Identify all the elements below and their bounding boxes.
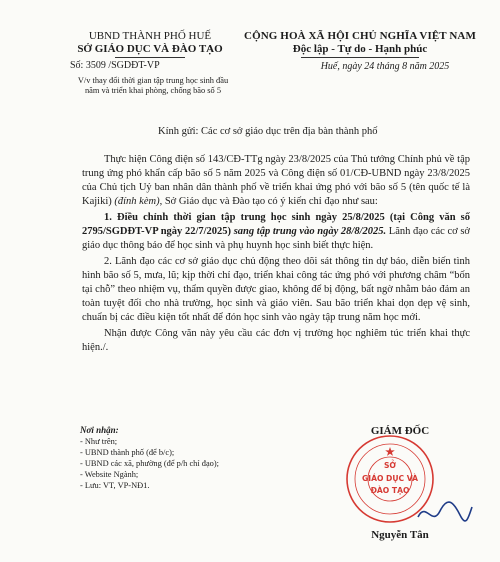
subject-line-1: V/v thay đổi thời gian tập trung học sinh đầu <box>77 76 229 85</box>
stamp-text-mid: GIÁO DỤC VÀ <box>362 474 418 483</box>
recipient-item: - UBND các xã, phường (để p/h chỉ đạo); <box>80 459 219 468</box>
national-title: CỘNG HOÀ XÃ HỘI CHỦ NGHĨA VIỆT NAM <box>244 30 476 42</box>
parent-org: UBND THÀNH PHỐ HUẾ <box>88 30 212 42</box>
national-block <box>232 30 488 58</box>
signature-block <box>300 425 500 541</box>
national-motto: Độc lập - Tự do - Hạnh phúc <box>292 43 428 55</box>
item-2-paragraph: 2. Lãnh đạo các cơ sở giáo dục chủ động theo dõi sát thông tin dự báo, diễn biến tình hình bão số 5, mưa, lũ; kịp thời chỉ đạo, triển khai công tác ứng phó với phương châm “bốn tại chỗ” theo nhiệm vụ, thẩm quyền được giao, không để bị động, bất ngờ nhằm bảo đảm an toàn tuyệt đối cho nhà trường, học sinh và giáo viên. Sau bão triển khai dọn dẹp vệ sinh, chuẩn bị các điều kiện tốt nhất để đón học sinh vào ngày tập trung năm học mới. <box>82 256 470 323</box>
salutation: Kính gửi: Các cơ sở giáo dục trên địa bàn thành phố <box>158 126 378 137</box>
recipient-item: - Lưu: VT, VP-NĐ1. <box>80 481 150 490</box>
motto-underline <box>301 57 419 58</box>
recipients-list <box>80 425 280 491</box>
document-subject <box>44 76 262 96</box>
signer-title: GIÁM ĐỐC <box>370 425 430 437</box>
recipients-title: Nơi nhận: <box>80 425 119 435</box>
closing-paragraph: Nhận được Công văn này yêu cầu các đơn vị trường học nghiêm túc triển khai thực hiện./. <box>82 328 470 353</box>
signature-icon <box>414 497 474 527</box>
issuer-underline <box>115 57 185 58</box>
document-number: Số: 3509 /SGDĐT-VP <box>70 60 160 71</box>
recipient-item: - Website Ngành; <box>80 470 139 479</box>
subject-line-2: năm và triển khai phòng, chống bão số 5 <box>84 86 222 95</box>
signer-name: Nguyễn Tân <box>371 529 429 541</box>
stamp-text-top: SỞ <box>383 461 397 470</box>
recipient-item: - Như trên; <box>80 437 118 446</box>
issuing-org: SỞ GIÁO DỤC VÀ ĐÀO TẠO <box>77 43 223 55</box>
issuer-block <box>52 30 248 58</box>
recipient-item: - UBND thành phố (để b/c); <box>80 448 175 457</box>
intro-paragraph: Thực hiện Công điện số 143/CĐ-TTg ngày 23/8/2025 của Thủ tướng Chính phủ về tập trung ứng phó khẩn cấp bão số 5 năm 2025 và Công điện số 01/CĐ-UBND ngày 23/8/2025 của Chủ tịch Uỷ ban nhân dân thành phố về triển khai ứng phó với bão số 5 (tên quốc tế là Kajiki) (đính kèm), Sở Giáo dục và Đào tạo có ý kiến chỉ đạo như sau: <box>82 154 470 207</box>
stamp-text-bot: ĐÀO TẠO <box>370 486 410 495</box>
item-1-paragraph: 1. Điều chỉnh thời gian tập trung học sinh ngày 25/8/2025 (tại Công văn số 2795/SGDĐT-VP ngày 22/7/2025) sang tập trung vào ngày 28/8/2025. Lãnh đạo các cơ sở giáo dục thông báo để học sinh và phụ huynh học sinh biết thực hiện. <box>82 212 470 251</box>
document-date: Huế, ngày 24 tháng 8 năm 2025 <box>320 61 450 72</box>
letter-body <box>82 153 470 357</box>
